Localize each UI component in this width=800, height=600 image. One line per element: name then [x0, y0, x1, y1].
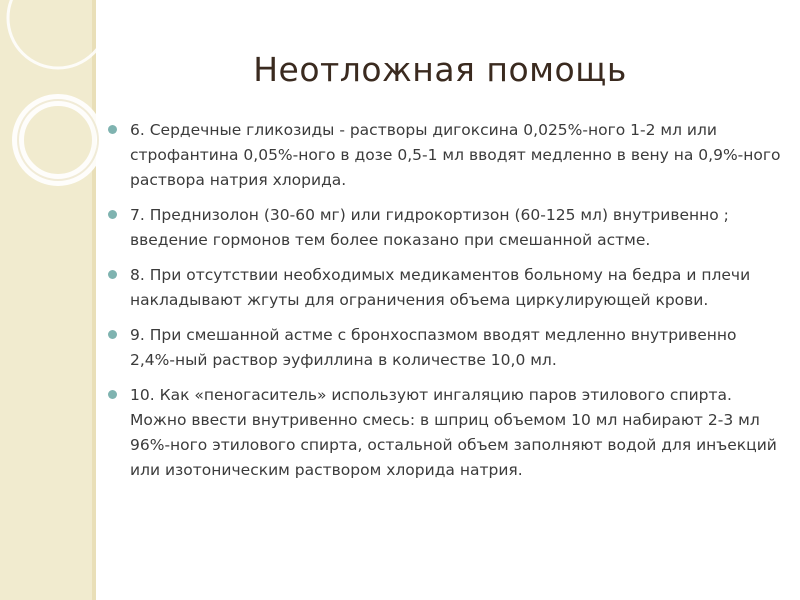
list-item — [106, 383, 786, 483]
list-item-text: 10. Как «пеногаситель» используют ингаляцию паров этилового спирта. Можно ввести внутривенно смесь: в шприц объемом 10 мл набирают 2-3 мл 96%-ного этилового спирта, остальной объем заполняют водой для инъекций или изотоническим раствором хлорида натрия. — [130, 386, 777, 479]
list-item-text: 8. При отсутствии необходимых медикаментов больному на бедра и плечи накладывают жгуты для ограничения объема циркулирующей крови. — [130, 266, 751, 309]
bullet-icon — [108, 210, 117, 219]
list-item-text: 9. При смешанной астме с бронхоспазмом вводят медленно внутривенно 2,4%-ный раствор эуфиллина в количестве 10,0 мл. — [130, 326, 737, 369]
list-item — [106, 118, 786, 193]
list-item — [106, 323, 786, 373]
bullet-icon — [108, 390, 117, 399]
list-item-text: 6. Сердечные гликозиды - растворы дигоксина 0,025%-ного 1-2 мл или строфантина 0,05%-ного в дозе 0,5-1 мл вводят медленно в вену на 0,9%-ного раствора натрия хлорида. — [130, 121, 781, 189]
list-item — [106, 263, 786, 313]
bullet-icon — [108, 330, 117, 339]
bullet-icon — [108, 270, 117, 279]
list-item — [106, 203, 786, 253]
bullet-list — [106, 118, 786, 493]
bullet-icon — [108, 125, 117, 134]
slide-title: Неотложная помощь — [253, 50, 627, 89]
list-item-text: 7. Преднизолон (30-60 мг) или гидрокортизон (60-125 мл) внутривенно ; введение гормонов тем более показано при смешанной астме. — [130, 206, 729, 249]
